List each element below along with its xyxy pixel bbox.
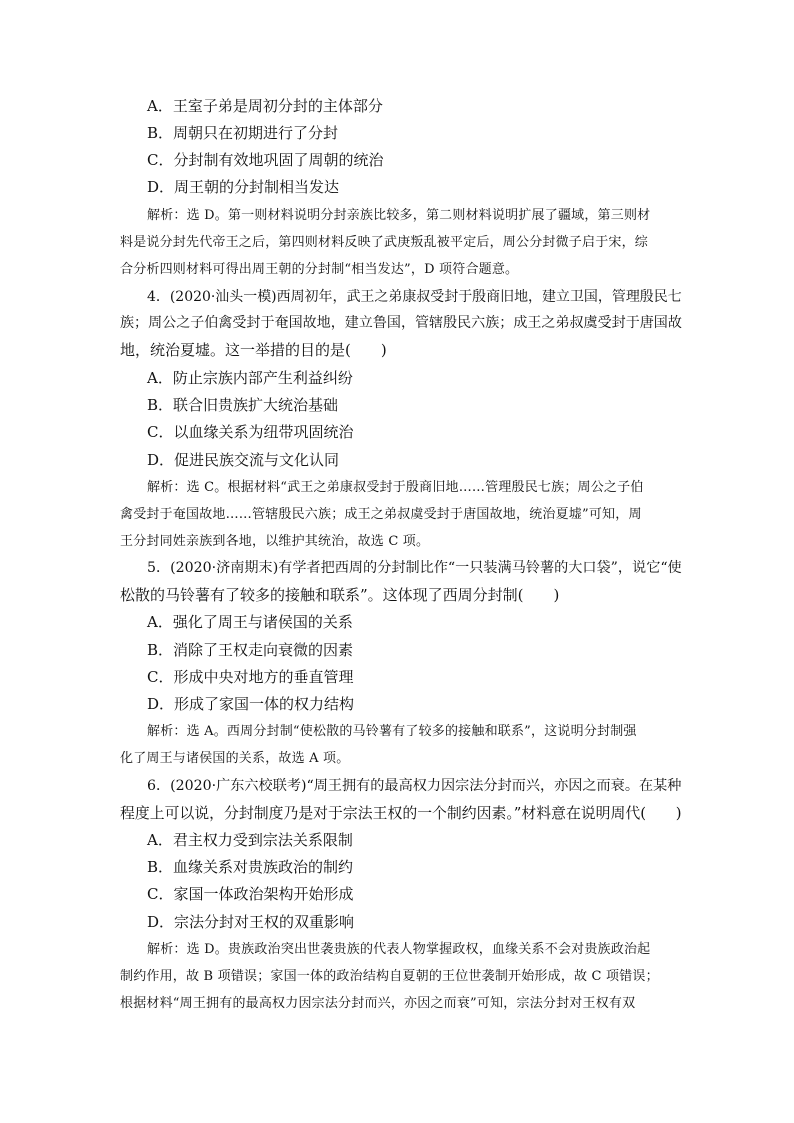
q5-analysis-line-2: 化了周王与诸侯国的关系，故选 A 项。: [120, 751, 350, 766]
q6-option-d: D．宗法分封对王权的双重影响: [147, 913, 355, 931]
q4-analysis-line-1: 解析：选 C。根据材料“武王之弟康叔受封于殷商旧地……管理殷民七族；周公之子伯: [147, 480, 644, 495]
q3-analysis-line-2: 料是说分封先代帝王之后，第四则材料反映了武庚叛乱被平定后，周公分封微子启于宋，综: [120, 235, 649, 250]
q5-option-c: C．形成中央对地方的垂直管理: [147, 668, 354, 686]
q4-option-c: C．以血缘关系为纽带巩固统治: [147, 423, 354, 441]
q4-option-a: A．防止宗族内部产生利益纠纷: [147, 369, 353, 387]
q6-option-b: B．血缘关系对贵族政治的制约: [147, 858, 354, 876]
q5-stem-line-1: 5．(2020·济南期末)有学者把西周的分封制比作“一只装满马铃薯的大口袋”，说它“使: [147, 560, 682, 576]
q4-stem-line-2: 族；周公之子伯禽受封于奄国故地，建立鲁国，管辖殷民六族；成王之弟叔虞受封于唐国故: [120, 315, 682, 331]
q4-stem-line-3: 地，统治夏墟。这一举措的目的是( ): [120, 341, 387, 359]
q5-analysis-line-1: 解析：选 A。西周分封制“使松散的马铃薯有了较多的接触和联系”，这说明分封制强: [147, 724, 637, 739]
q4-option-d: D．促进民族交流与文化认同: [147, 451, 340, 469]
q6-analysis-line-2: 制约作用，故 B 项错误；家国一体的政治结构自夏朝的王位世袭制开始形成，故 C 项错误；: [120, 969, 659, 984]
q3-option-a: A．王室子弟是周初分封的主体部分: [147, 97, 383, 115]
q5-option-d: D．形成了家国一体的权力结构: [147, 695, 355, 713]
q6-analysis-line-1: 解析：选 D。贵族政治突出世袭贵族的代表人物掌握政权，血缘关系不会对贵族政治起: [147, 942, 651, 957]
q3-analysis-line-1: 解析：选 D。第一则材料说明分封亲族比较多，第二则材料说明扩展了疆域，第三则材: [147, 208, 651, 223]
q4-analysis-line-2: 禽受封于奄国故地……管辖殷民六族；成王之弟叔虞受封于唐国故地，统治夏墟”可知，周: [120, 507, 642, 522]
q5-option-a: A．强化了周王与诸侯国的关系: [147, 613, 353, 631]
q6-stem-line-2: 程度上可以说，分封制度乃是对于宗法王权的一个制约因素。”材料意在说明周代( ): [120, 804, 682, 822]
q4-option-b: B．联合旧贵族扩大统治基础: [147, 396, 339, 414]
q6-option-a: A．君主权力受到宗法关系限制: [147, 831, 353, 849]
q4-analysis-line-3: 王分封同姓亲族到各地，以维护其统治，故选 C 项。: [120, 534, 430, 549]
q6-analysis-line-3: 根据材料“周王拥有的最高权力因宗法分封而兴，亦因之而衰”可知，宗法分封对王权有双: [120, 996, 636, 1011]
q6-option-c: C．家国一体政治架构开始形成: [147, 885, 354, 903]
q6-stem-line-1: 6．(2020·广东六校联考)“周王拥有的最高权力因宗法分封而兴，亦因之而衰。在某种: [147, 778, 682, 794]
q3-option-d: D．周王朝的分封制相当发达: [147, 178, 340, 196]
q5-option-b: B．消除了王权走向衰微的因素: [147, 641, 354, 659]
q5-stem-line-2: 松散的马铃薯有了较多的接触和联系”。这体现了西周分封制( ): [120, 586, 560, 604]
q3-analysis-line-3: 合分析四则材料可得出周王朝的分封制“相当发达”，D 项符合题意。: [120, 262, 519, 277]
q4-stem-line-1: 4．(2020·汕头一模)西周初年，武王之弟康叔受封于殷商旧地，建立卫国，管理殷民七: [147, 289, 682, 305]
q3-option-c: C．分封制有效地巩固了周朝的统治: [147, 151, 384, 169]
q3-option-b: B．周朝只在初期进行了分封: [147, 124, 339, 142]
